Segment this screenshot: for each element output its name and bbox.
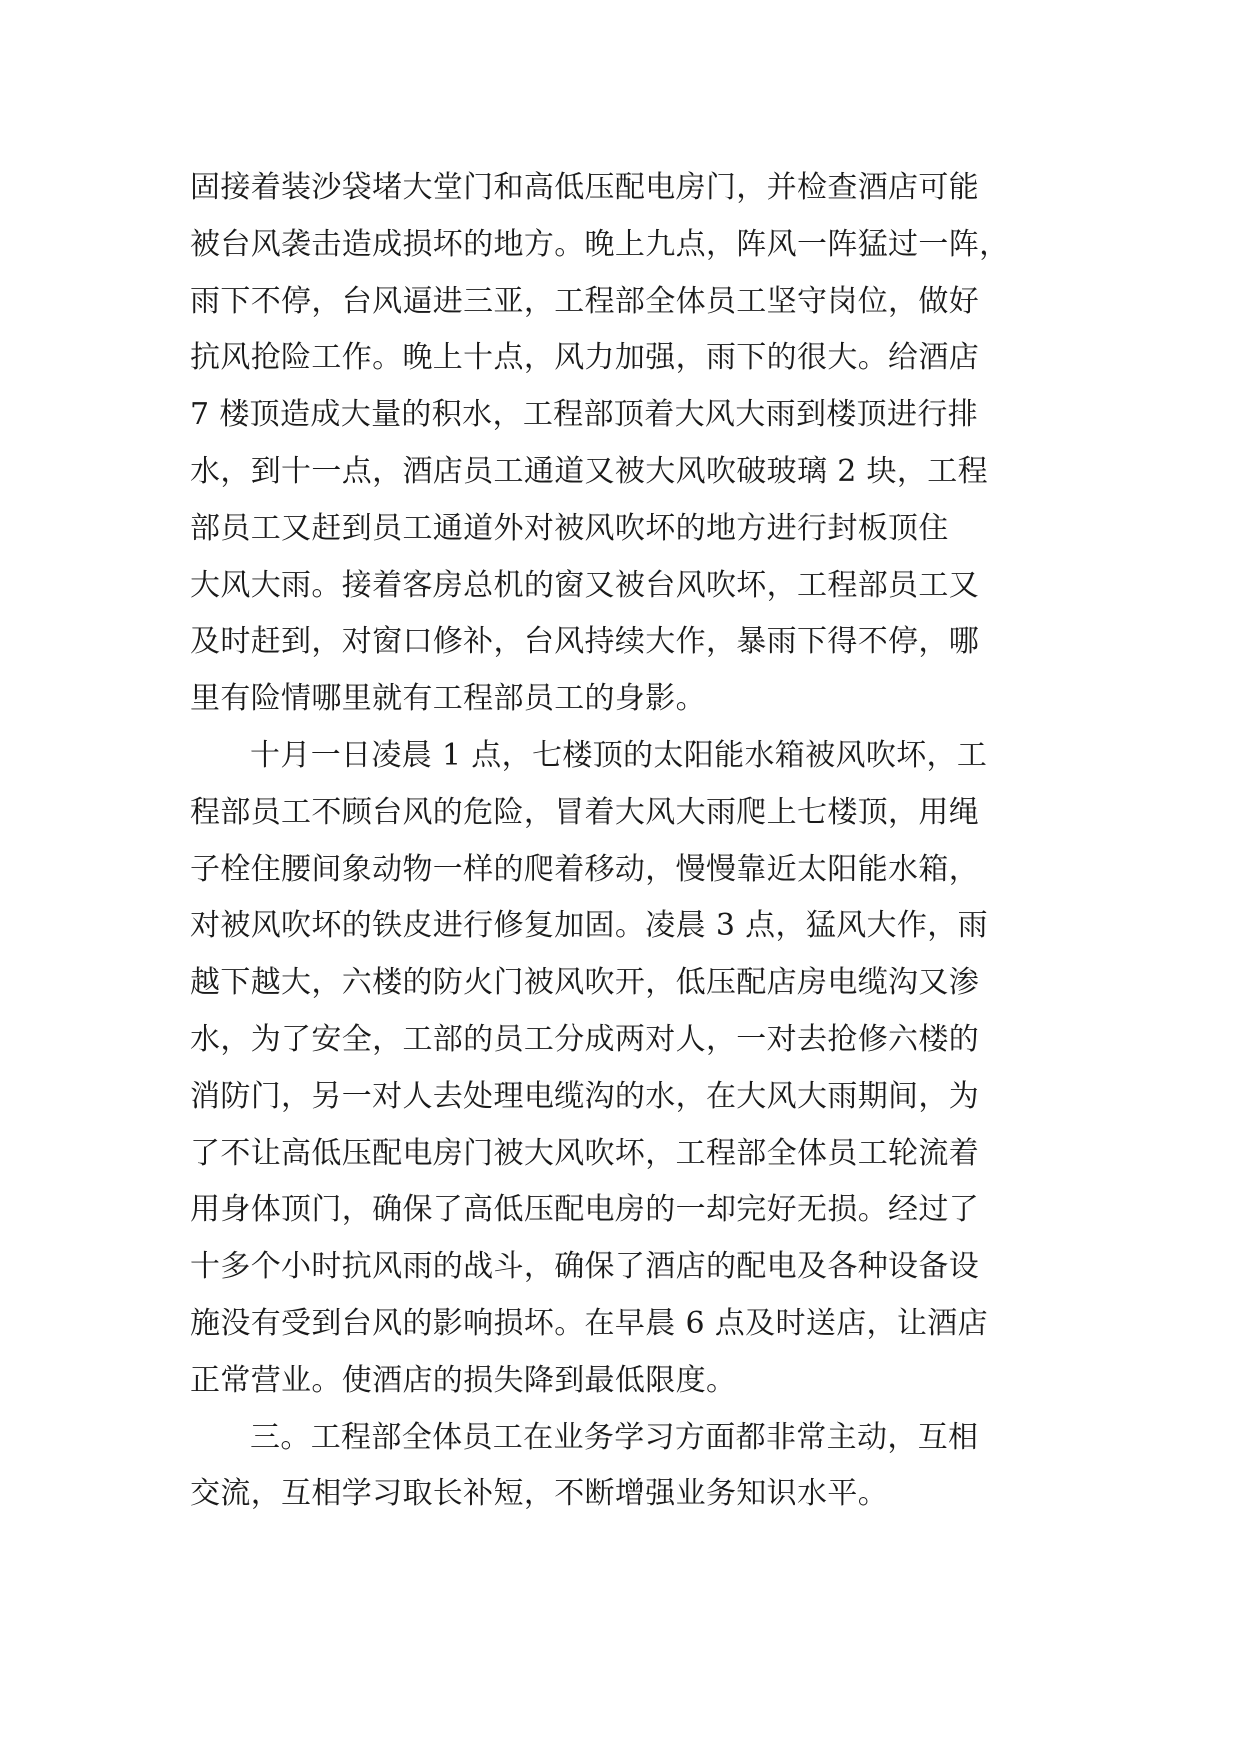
text-line: 十多个小时抗风雨的战斗，确保了酒店的配电及各种设备设 [190, 1249, 980, 1285]
text-line: 被台风袭击造成损坏的地方。晚上九点，阵风一阵猛过一阵， [190, 226, 1010, 262]
text-line: 里有险情哪里就有工程部员工的身影。 [190, 681, 706, 717]
text-line: 消防门，另一对人去处理电缆沟的水，在大风大雨期间，为 [190, 1078, 980, 1114]
text-line: 部员工又赶到员工通道外对被风吹坏的地方进行封板顶住 [190, 510, 949, 546]
text-line: 雨下不停，台风逼进三亚，工程部全体员工坚守岗位，做好 [190, 283, 980, 319]
paragraph-first-line: 十月一日凌晨 1 点，七楼顶的太阳能水箱被风吹坏，工 [250, 737, 988, 773]
text-line: 抗风抢险工作。晚上十点，风力加强，雨下的很大。给酒店 [190, 340, 980, 376]
paragraph-first-line: 三。工程部全体员工在业务学习方面都非常主动，互相 [250, 1419, 979, 1455]
text-line: 固接着装沙袋堵大堂门和高低压配电房门，并检查酒店可能 [190, 170, 980, 205]
text-line: 水，到十一点，酒店员工通道又被大风吹破玻璃 2 块，工程 [190, 453, 988, 489]
text-line: 程部员工不顾台风的危险，冒着大风大雨爬上七楼顶，用绳 [190, 794, 980, 830]
text-line: 用身体顶门，确保了高低压配电房的一却完好无损。经过了 [190, 1192, 980, 1228]
text-line: 越下越大，六楼的防火门被风吹开，低压配店房电缆沟又渗 [190, 965, 980, 1001]
text-line: 水，为了安全，工部的员工分成两对人，一对去抢修六楼的 [190, 1021, 980, 1057]
text-line: 7 楼顶造成大量的积水，工程部顶着大风大雨到楼顶进行排 [190, 397, 979, 433]
text-line: 对被风吹坏的铁皮进行修复加固。凌晨 3 点，猛风大作，雨 [190, 908, 988, 944]
text-line: 正常营业。使酒店的损失降到最低限度。 [190, 1362, 737, 1398]
text-line: 子栓住腰间象动物一样的爬着移动，慢慢靠近太阳能水箱， [190, 851, 980, 887]
document-body [190, 160, 1060, 1523]
text-line: 大风大雨。接着客房总机的窗又被台风吹坏，工程部员工又 [190, 567, 980, 603]
text-line: 施没有受到台风的影响损坏。在早晨 6 点及时送店，让酒店 [190, 1305, 988, 1341]
text-line: 了不让高低压配电房门被大风吹坏，工程部全体员工轮流着 [190, 1135, 980, 1171]
text-line: 及时赶到，对窗口修补，台风持续大作，暴雨下得不停，哪 [190, 624, 980, 660]
text-line: 交流，互相学习取长补短，不断增强业务知识水平。 [190, 1476, 889, 1512]
